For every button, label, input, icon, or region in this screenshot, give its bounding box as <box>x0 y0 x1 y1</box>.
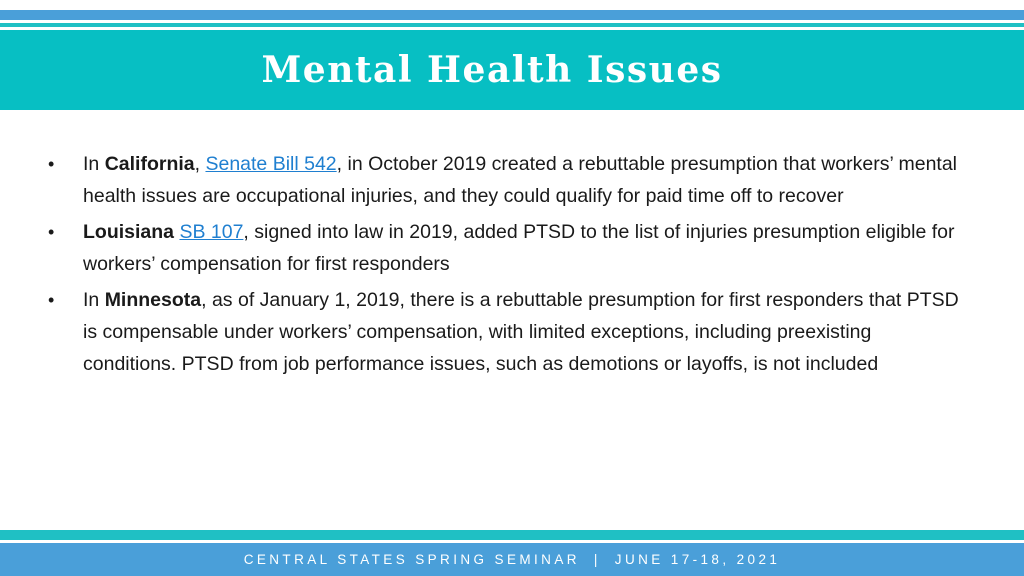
footer-separator: | <box>593 552 601 567</box>
bullet-dot-icon: • <box>48 290 55 310</box>
senate-bill-542-link[interactable]: Senate Bill 542 <box>205 153 337 175</box>
state-name: Louisiana <box>83 221 175 243</box>
bullet-list <box>48 148 968 384</box>
state-name: Minnesota <box>104 289 202 311</box>
bullet-louisiana <box>48 216 968 280</box>
bullet-text: , signed into law in 2019, added PTSD to the list of injuries presumption eligible for workers’ compensation for first responders <box>83 221 955 275</box>
state-name: California <box>104 153 195 175</box>
bullet-dot-icon: • <box>48 154 55 174</box>
footer-dates: JUNE 17-18, 2021 <box>614 552 781 567</box>
sb-107-link[interactable]: SB 107 <box>179 221 244 243</box>
footer-event: CENTRAL STATES SPRING SEMINAR <box>243 552 580 567</box>
bottom-stripe-teal <box>0 530 1024 540</box>
bullet-prefix: In <box>83 153 105 175</box>
footer <box>0 543 1024 576</box>
bullet-prefix: In <box>83 289 105 311</box>
bullet-text: , as of January 1, 2019, there is a rebuttable presumption for first responders that PTSD is compensable under workers’ compensation, with limited exceptions, including preexisting conditions. PTSD from job performance issues, such as demotions or layoffs, is not included <box>83 289 959 375</box>
top-stripe-teal <box>0 23 1024 27</box>
bullet-dot-icon: • <box>48 222 55 242</box>
title-band <box>0 30 1024 110</box>
slide-title: Mental Health Issues <box>261 49 723 91</box>
bullet-text: , in October 2019 created a rebuttable presumption that workers’ mental health issues are occupational injuries, and they could qualify for paid time off to recover <box>83 153 958 207</box>
bullet-california <box>48 148 968 212</box>
top-stripe-blue <box>0 10 1024 20</box>
bullet-minnesota <box>48 284 968 380</box>
bullet-separator: , <box>194 153 206 175</box>
